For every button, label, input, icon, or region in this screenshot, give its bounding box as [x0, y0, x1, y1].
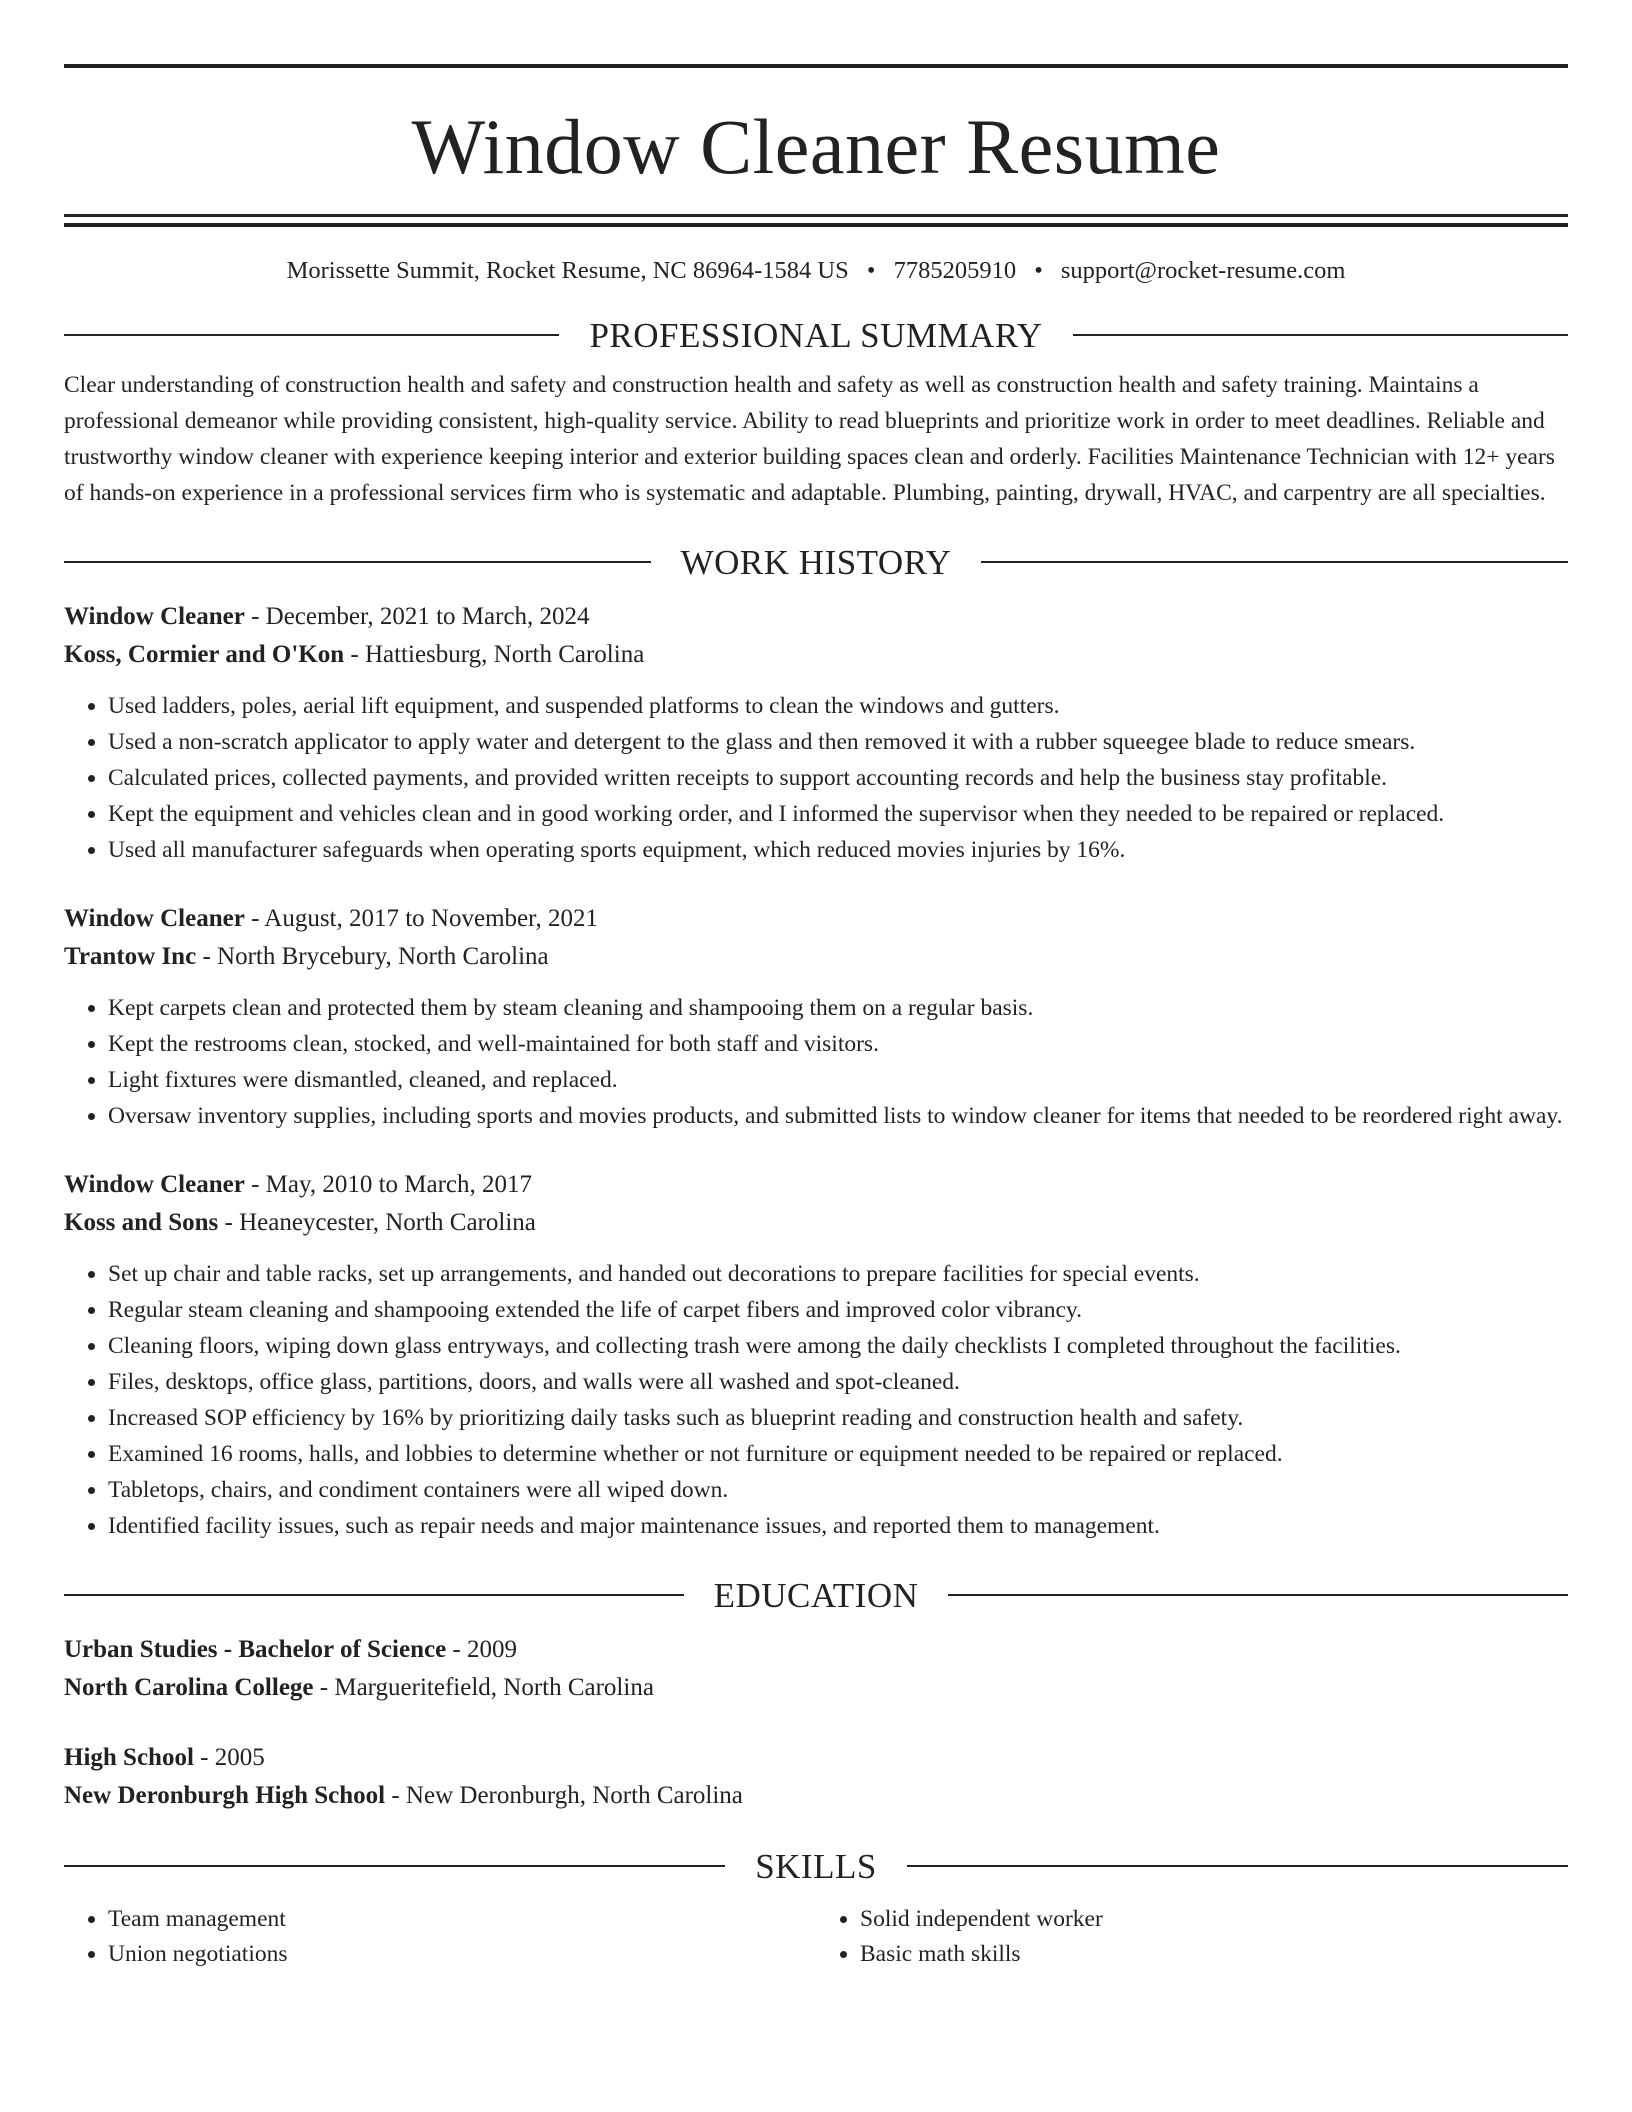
list-item: • Kept carpets clean and protected them by steam cleaning and shampooing them on a regular basis.	[108, 990, 1568, 1026]
list-item: • Used a non-scratch applicator to apply water and detergent to the glass and then removed it with a rubber squeegee blade to reduce smears.	[108, 724, 1568, 760]
list-item: • Oversaw inventory supplies, including sports and movies products, and submitted lists to window cleaner for items that needed to be reordered right away.	[108, 1098, 1568, 1134]
contact-address: Morissette Summit, Rocket Resume, NC 86964-1584 US	[286, 257, 849, 284]
resume-page	[64, 64, 1568, 1972]
section-rule	[64, 334, 559, 336]
education-year: - 2005	[193, 1743, 265, 1771]
job-title-line	[64, 900, 1568, 938]
list-item: • Cleaning floors, wiping down glass entryways, and collecting trash were among the daily checklists I completed throughout the facilities.	[108, 1328, 1568, 1364]
skills-column-right	[816, 1902, 1568, 1972]
job-dates: - August, 2017 to November, 2021	[244, 904, 598, 932]
job-bullets	[64, 688, 1568, 868]
skills-list	[64, 1902, 1568, 1972]
job-company-line	[64, 938, 1568, 976]
job-entry	[64, 900, 1568, 1134]
section-rule	[1073, 334, 1568, 336]
list-item: • Team management	[108, 1902, 816, 1937]
education-degree-line	[64, 1739, 1568, 1777]
list-item: • Calculated prices, collected payments, and provided written receipts to support accounting records and help the business stay profitable.	[108, 760, 1568, 796]
job-company: Koss and Sons	[64, 1208, 219, 1236]
job-title-line	[64, 598, 1568, 636]
job-location: - Heaneycester, North Carolina	[218, 1208, 536, 1236]
job-dates: - December, 2021 to March, 2024	[244, 602, 590, 630]
education-entry	[64, 1631, 1568, 1707]
list-item: • Kept the restrooms clean, stocked, and well-maintained for both staff and visitors.	[108, 1026, 1568, 1062]
education-year: - 2009	[446, 1635, 517, 1663]
job-location: - Hattiesburg, North Carolina	[344, 640, 645, 668]
job-company: Trantow Inc	[64, 942, 197, 970]
section-title: WORK HISTORY	[680, 542, 952, 582]
summary-text: Clear understanding of construction health and safety and construction health and safety as well as construction health and safety training. Maintains a professional demeanor while providing consistent, high-quality service. Ability to read blueprints and prioritize work in order to meet deadlines. Reliable and trustworthy window cleaner with experience keeping interior and exterior building spaces clean and orderly. Facilities Maintenance Technician with 12+ years of hands-on experience in a professional services firm who is systematic and adaptable. Plumbing, painting, drywall, HVAC, and carpentry are all specialties.	[64, 371, 1555, 506]
title-double-rule	[64, 214, 1568, 227]
education-location: - New Deronburgh, North Carolina	[385, 1781, 743, 1809]
job-entry	[64, 598, 1568, 868]
job-company-line	[64, 636, 1568, 674]
section-skills-header	[64, 1846, 1568, 1886]
section-rule	[907, 1865, 1568, 1867]
section-summary-header	[64, 315, 1568, 355]
section-title: SKILLS	[755, 1846, 877, 1886]
contact-email: support@rocket-resume.com	[1060, 257, 1346, 284]
job-title-line	[64, 1166, 1568, 1204]
list-item: • Light fixtures were dismantled, cleaned, and replaced.	[108, 1062, 1568, 1098]
resume-title: Window Cleaner Resume	[411, 103, 1221, 190]
education-entry	[64, 1739, 1568, 1815]
list-item: • Files, desktops, office glass, partitions, doors, and walls were all washed and spot-cleaned.	[108, 1364, 1568, 1400]
job-dates: - May, 2010 to March, 2017	[244, 1170, 533, 1198]
section-rule	[948, 1594, 1568, 1596]
section-title: EDUCATION	[713, 1575, 919, 1615]
job-entry	[64, 1166, 1568, 1544]
job-title: Window Cleaner	[64, 904, 245, 932]
education-school-line	[64, 1777, 1568, 1815]
job-bullets	[64, 1256, 1568, 1544]
skills-column-left	[64, 1902, 816, 1972]
list-item: • Union negotiations	[108, 1937, 816, 1972]
list-item: • Set up chair and table racks, set up arrangements, and handed out decorations to prepare facilities for special events.	[108, 1256, 1568, 1292]
list-item: • Increased SOP efficiency by 16% by prioritizing daily tasks such as blueprint reading and construction health and safety.	[108, 1400, 1568, 1436]
education-degree-line	[64, 1631, 1568, 1669]
section-rule	[64, 1594, 684, 1596]
job-location: - North Brycebury, North Carolina	[196, 942, 549, 970]
education-school: North Carolina College	[64, 1673, 314, 1701]
contact-line	[64, 259, 1568, 284]
section-rule	[64, 1865, 725, 1867]
contact-phone: 7785205910	[893, 257, 1017, 284]
education-degree: Urban Studies - Bachelor of Science	[64, 1635, 447, 1663]
job-title: Window Cleaner	[64, 602, 245, 630]
job-company: Koss, Cormier and O'Kon	[64, 640, 345, 668]
list-item: • Used all manufacturer safeguards when operating sports equipment, which reduced movies injuries by 16%.	[108, 832, 1568, 868]
job-bullets	[64, 990, 1568, 1134]
job-title: Window Cleaner	[64, 1170, 245, 1198]
list-item: • Basic math skills	[860, 1937, 1568, 1972]
section-education-header	[64, 1575, 1568, 1615]
contact-separator: •	[1034, 257, 1043, 284]
list-item: • Used ladders, poles, aerial lift equipment, and suspended platforms to clean the windows and gutters.	[108, 688, 1568, 724]
education-degree: High School	[64, 1743, 194, 1771]
education-school: New Deronburgh High School	[64, 1781, 386, 1809]
section-work-header	[64, 542, 1568, 582]
top-rule	[64, 64, 1568, 68]
education-school-line	[64, 1669, 1568, 1707]
section-rule	[981, 561, 1568, 563]
contact-separator: •	[866, 257, 876, 284]
list-item: • Kept the equipment and vehicles clean and in good working order, and I informed the supervisor when they needed to be repaired or replaced.	[108, 796, 1568, 832]
education-location: - Margueritefield, North Carolina	[313, 1673, 654, 1701]
list-item: • Examined 16 rooms, halls, and lobbies to determine whether or not furniture or equipment needed to be repaired or replaced.	[108, 1436, 1568, 1472]
list-item: • Tabletops, chairs, and condiment containers were all wiped down.	[108, 1472, 1568, 1508]
list-item: • Identified facility issues, such as repair needs and major maintenance issues, and reported them to management.	[108, 1508, 1568, 1544]
section-title: PROFESSIONAL SUMMARY	[589, 315, 1043, 355]
job-company-line	[64, 1204, 1568, 1242]
list-item: • Solid independent worker	[860, 1902, 1568, 1937]
section-rule	[64, 561, 651, 563]
list-item: • Regular steam cleaning and shampooing extended the life of carpet fibers and improved color vibrancy.	[108, 1292, 1568, 1328]
